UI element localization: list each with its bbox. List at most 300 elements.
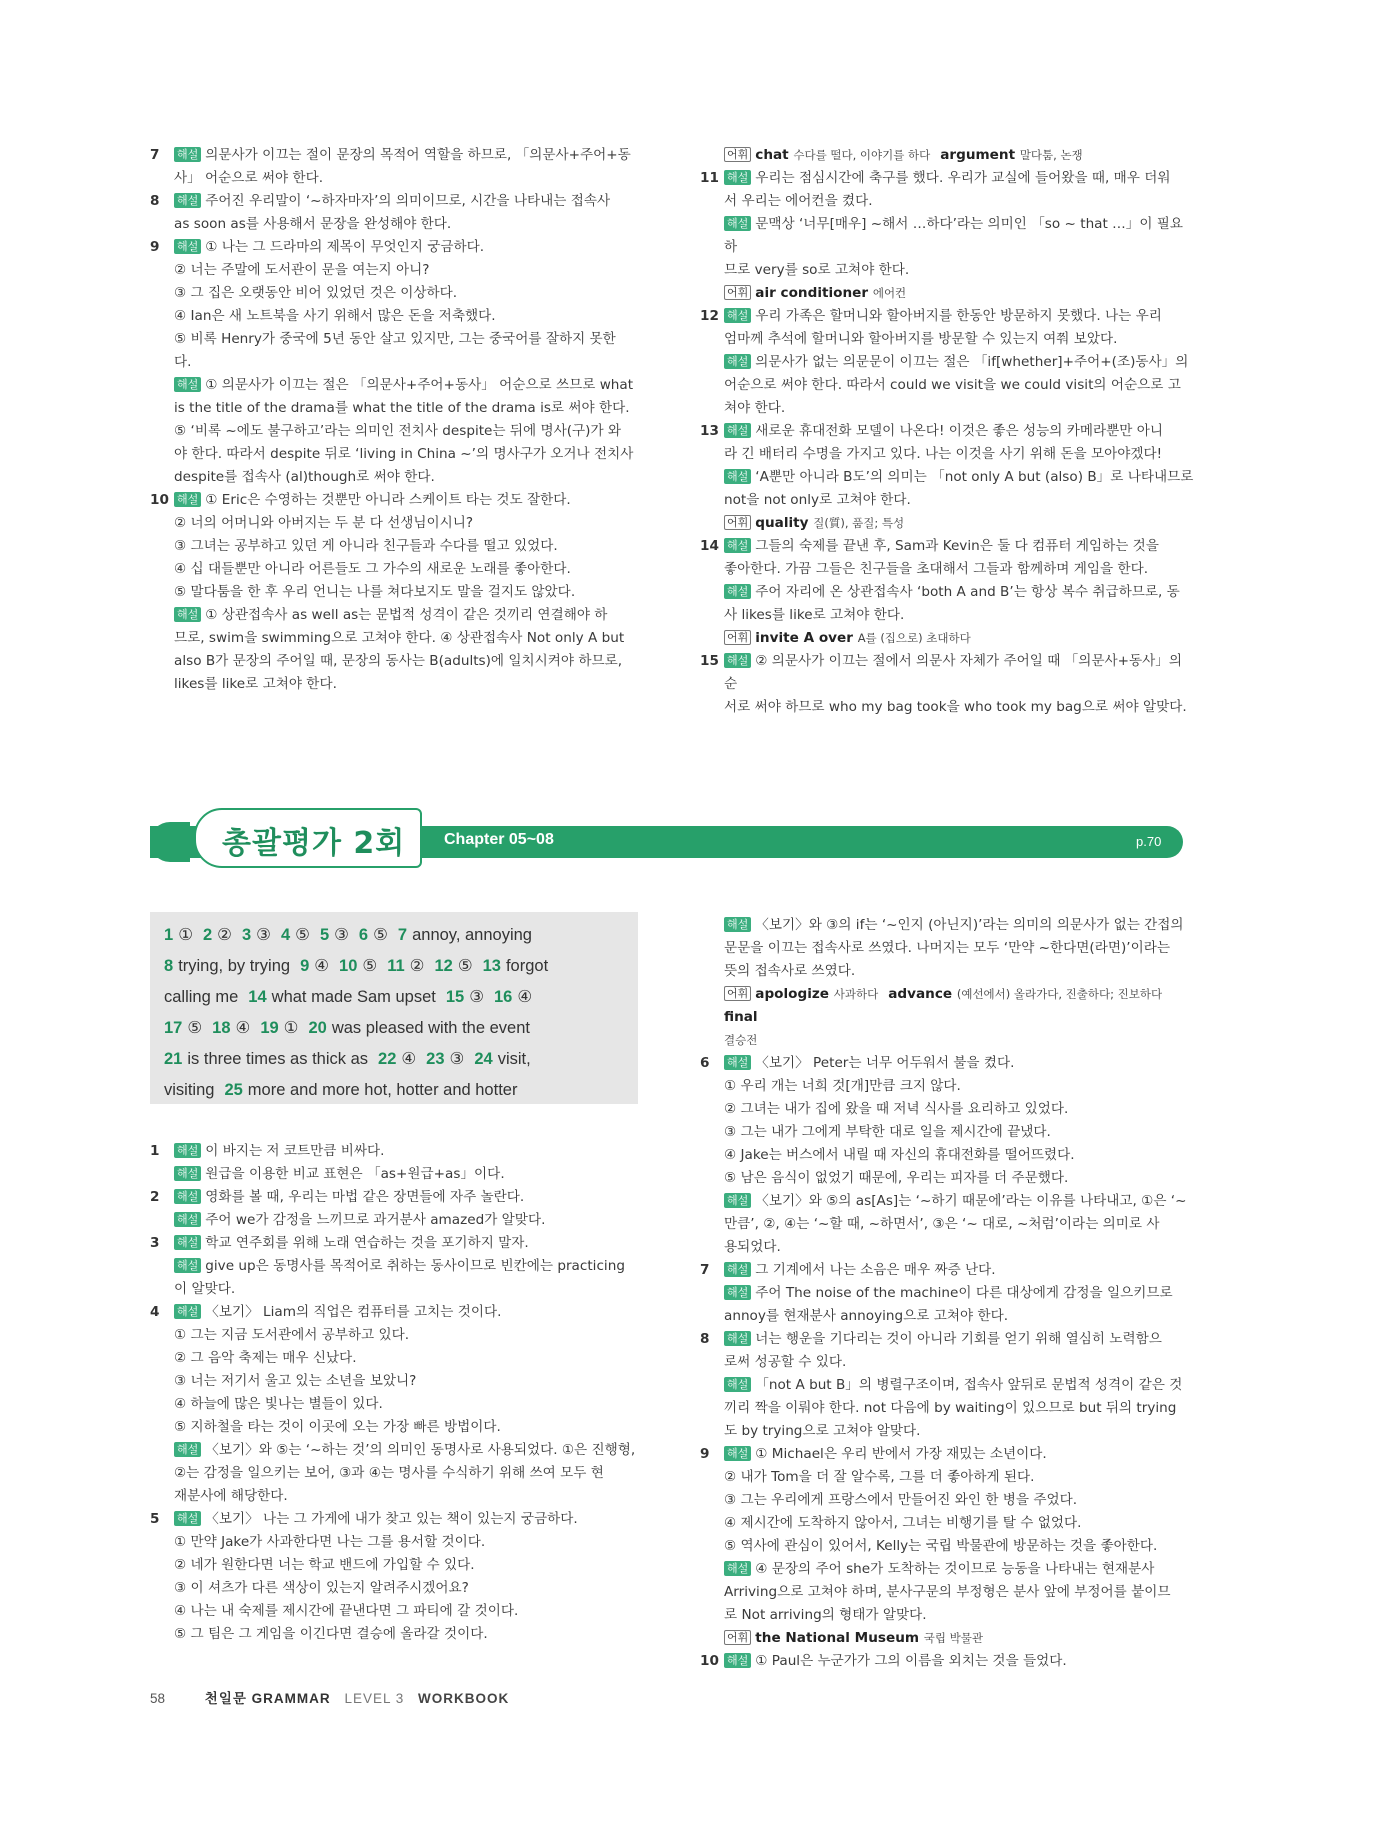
body-text: 만큼’, ②, ④는 ‘~할 때, ~하면서’, ③은 ‘~ 대로, ~처럼’이라는 의미로 사: [724, 1216, 1160, 1232]
explanation-item: [700, 1443, 1194, 1650]
text-line: [724, 374, 1194, 397]
text-line: [174, 1301, 644, 1324]
explain-label: 해설: [174, 239, 201, 254]
body-text: 「not A but B」의 병렬구조이며, 접속사 앞뒤로 문법적 성격이 같은 것: [755, 1377, 1183, 1393]
answer-number: 20: [308, 1019, 327, 1037]
text-line: [724, 1259, 1194, 1282]
answer-value: ③: [334, 926, 349, 944]
body-text: ④ Ian은 새 노트북을 사기 위해서 많은 돈을 저축했다.: [174, 308, 496, 324]
text-line: [724, 1328, 1194, 1351]
chapter-range: Chapter 05~08: [444, 831, 554, 848]
text-line: [724, 1236, 1194, 1259]
vocab-word: the National Museum: [755, 1630, 924, 1646]
body-text: 우리는 점심시간에 축구를 했다. 우리가 교실에 들어왔을 때, 매우 더워: [755, 170, 1171, 186]
body-text: 영화를 볼 때, 우리는 마법 같은 장면들에 자주 놀란다.: [205, 1189, 525, 1205]
text-line: [724, 443, 1194, 466]
text-line: [724, 1305, 1194, 1328]
explanation-item: [150, 190, 644, 236]
text-line: [174, 1623, 644, 1646]
explain-label: 해설: [174, 1442, 201, 1457]
vocab-word: apologize: [755, 986, 834, 1002]
answer-number: 8: [164, 957, 174, 975]
body-text: 문맥상 ‘너무[매우] ~해서 …하다’라는 의미인 「so ~ that …」이 필요하: [724, 216, 1184, 255]
text-line: [174, 1255, 644, 1278]
body-text: 쳐야 한다.: [724, 400, 786, 416]
body-text: 주어 The noise of the machine이 다른 대상에게 감정을 일으키므로: [755, 1285, 1173, 1301]
vocab-meaning: 말다툼, 논쟁: [1019, 148, 1083, 162]
body-text: 학교 연주회를 위해 노래 연습하는 것을 포기하지 말자.: [205, 1235, 529, 1251]
explain-label: 해설: [724, 1331, 751, 1346]
text-line: [174, 236, 644, 259]
body-text: 므로 very를 so로 고쳐야 한다.: [724, 262, 910, 278]
answer-number: 17: [164, 1019, 183, 1037]
text-line: [174, 1232, 644, 1255]
answer-number: 3: [241, 926, 252, 944]
explain-label: 해설: [174, 607, 201, 622]
item-number: 14: [700, 538, 719, 554]
body-text: 〈보기〉와 ⑤의 as[As]는 ‘~하기 때문에’라는 이유를 나타내고, ①은 ‘~: [755, 1193, 1187, 1209]
body-text: 〈보기〉 Peter는 너무 어두워서 불을 켰다.: [755, 1055, 1015, 1071]
explain-label: 해설: [724, 354, 751, 369]
text-line: [724, 1627, 1194, 1650]
text-line: [724, 1351, 1194, 1374]
text-line: [724, 627, 1194, 650]
text-line: [724, 696, 1194, 719]
explain-label: 해설: [174, 377, 201, 392]
text-line: [724, 190, 1194, 213]
text-line: [724, 1489, 1194, 1512]
body-text: 〈보기〉 Liam의 직업은 컴퓨터를 고치는 것이다.: [205, 1304, 502, 1320]
body-text: 그들의 숙제를 끝낸 후, Sam과 Kevin은 둘 다 컴퓨터 게임하는 것을: [755, 538, 1159, 554]
body-text: 야 한다. 따라서 despite 뒤로 ‘living in China ~’의 명사구가 오거나 전치사: [174, 446, 634, 462]
answer-number: 18: [212, 1019, 231, 1037]
body-text: not을 not only로 고쳐야 한다.: [724, 492, 911, 508]
text-line: [174, 1370, 644, 1393]
explain-label: 해설: [724, 1193, 751, 1208]
text-line: [724, 1650, 1194, 1673]
text-line: [174, 1531, 644, 1554]
body-text: ⑤ ‘비록 ~에도 불구하고’라는 의미인 전치사 despite는 뒤에 명사(구)가 와: [174, 423, 622, 439]
body-text: 재분사에 해당한다.: [174, 1488, 288, 1504]
page-footer: [150, 1687, 509, 1707]
answer-value: ①: [178, 926, 193, 944]
body-text: ③ 이 셔츠가 다른 색상이 있는지 알려주시겠어요?: [174, 1580, 469, 1596]
vocab-label: 어휘: [724, 1630, 751, 1645]
text-line: [724, 581, 1194, 604]
text-line: [724, 1213, 1194, 1236]
text-line: [174, 1186, 644, 1209]
explanation-item: [150, 1232, 644, 1301]
item-number: 4: [150, 1304, 160, 1320]
explanation-item: [150, 1186, 644, 1232]
answer-number: 16: [493, 988, 513, 1006]
text-line: [174, 167, 644, 190]
vocab-meaning: 수다를 떨다, 이야기를 하다: [793, 148, 931, 162]
body-text: despite를 접속사 (al)though로 써야 한다.: [174, 469, 435, 485]
answer-value: ②: [409, 957, 425, 975]
explain-label: 해설: [174, 1511, 201, 1526]
answer-number: 5: [319, 926, 330, 944]
text-line: [174, 374, 644, 397]
body-text: ① 나는 그 드라마의 제목이 무엇인지 궁금하다.: [205, 239, 485, 255]
body-text: 주어 자리에 온 상관접속사 ‘both A and B’는 항상 복수 취급하므로, 동: [755, 584, 1180, 600]
text-line: [724, 489, 1194, 512]
explain-label: 해설: [174, 492, 201, 507]
text-line: [174, 1209, 644, 1232]
text-line: [724, 983, 1194, 1029]
item-number: 15: [700, 653, 719, 669]
text-line: [724, 1443, 1194, 1466]
explain-label: 해설: [724, 653, 751, 668]
text-line: [724, 1029, 1194, 1052]
body-text: 로 Not arriving의 형태가 알맞다.: [724, 1607, 927, 1623]
text-line: [174, 1600, 644, 1623]
body-text: ① 그는 지금 도서관에서 공부하고 있다.: [174, 1327, 410, 1343]
text-line: [724, 604, 1194, 627]
body-text: ① Eric은 수영하는 것뿐만 아니라 스케이트 타는 것도 잘한다.: [205, 492, 571, 508]
vocab-word: air conditioner: [755, 285, 873, 301]
answer-value: ③: [469, 988, 484, 1006]
explain-label: 해설: [174, 1166, 201, 1181]
answer-value: ③: [449, 1050, 465, 1068]
answer-value: ②: [217, 926, 232, 944]
explanation-item: [700, 1259, 1194, 1328]
body-text: ④ Jake는 버스에서 내릴 때 자신의 휴대전화를 떨어뜨렸다.: [724, 1147, 1075, 1163]
answer-value: ④: [235, 1019, 251, 1037]
answer-value: ⑤: [362, 957, 378, 975]
explanation-item: [150, 489, 644, 696]
text-line: [724, 144, 1194, 167]
body-text: ③ 그는 내가 그에게 부탁한 대로 일을 제시간에 끝냈다.: [724, 1124, 1051, 1140]
explain-label: 해설: [174, 1304, 201, 1319]
text-line: [724, 914, 1194, 937]
explanation-item: [700, 535, 1194, 650]
body-text: 〈보기〉 나는 그 가게에 내가 찾고 있는 책이 있는지 궁금하다.: [205, 1511, 578, 1527]
text-line: [724, 1535, 1194, 1558]
text-line: [724, 328, 1194, 351]
text-line: [174, 1347, 644, 1370]
bottom-left-explanations: [150, 1140, 644, 1646]
answer-line: [164, 982, 626, 1013]
explain-label: 해설: [724, 917, 751, 932]
answer-value: annoy, annoying: [412, 926, 532, 944]
item-number: 5: [150, 1511, 160, 1527]
answer-value: ④: [517, 988, 533, 1006]
answer-value: more and more hot, hotter and hotter: [247, 1081, 518, 1099]
text-line: [724, 937, 1194, 960]
answer-number: 12: [434, 957, 453, 975]
answer-value: what made Sam upset: [271, 988, 436, 1006]
body-text: ② 너는 주말에 도서관이 문을 여는지 아니?: [174, 262, 430, 278]
section-title: 총괄평가 2회: [222, 826, 406, 861]
explain-label: 해설: [174, 1143, 201, 1158]
text-line: [724, 466, 1194, 489]
explain-label: 해설: [724, 1285, 751, 1300]
vocab-meaning: 결승전: [724, 1033, 758, 1047]
body-text: 주어 we가 감정을 느끼므로 과거분사 amazed가 알맞다.: [205, 1212, 546, 1228]
answer-number: 13: [482, 957, 501, 975]
vocab-meaning: A를 (집으로) 초대하다: [857, 631, 971, 645]
explain-label: 해설: [724, 170, 751, 185]
body-text: 서로 써야 하므로 who my bag took을 who took my bag으로 써야 알맞다.: [724, 699, 1187, 715]
answer-value: calling me: [164, 988, 239, 1006]
text-line: [174, 1508, 644, 1531]
text-line: [174, 1554, 644, 1577]
answer-value: ⑤: [457, 957, 473, 975]
body-text: ① Michael은 우리 반에서 가장 재밌는 소년이다.: [755, 1446, 1047, 1462]
text-line: [724, 282, 1194, 305]
explanation-item: [150, 1301, 644, 1508]
text-line: [724, 1581, 1194, 1604]
text-line: [174, 512, 644, 535]
text-line: [174, 466, 644, 489]
body-text: 우리 가족은 할머니와 할아버지를 한동안 방문하지 못했다. 나는 우리: [755, 308, 1162, 324]
explain-label: 해설: [724, 1055, 751, 1070]
body-text: 문문을 이끄는 접속사로 쓰였다. 나머지는 모두 ‘만약 ~한다면(라면)’이라는: [724, 940, 1171, 956]
vocab-word: final: [724, 1009, 758, 1025]
body-text: ② 그녀는 내가 집에 왔을 때 저녁 식사를 요리하고 있었다.: [724, 1101, 1069, 1117]
body-text: 도 by trying으로 고쳐야 알맞다.: [724, 1423, 921, 1439]
text-line: [724, 1466, 1194, 1489]
text-line: [174, 1393, 644, 1416]
answer-value: trying, by trying: [178, 957, 291, 975]
text-line: [174, 213, 644, 236]
explanation-item: [700, 144, 1194, 167]
body-text: ⑤ 역사에 관심이 있어서, Kelly는 국립 박물관에 방문하는 것을 좋아한다.: [724, 1538, 1158, 1554]
body-text: 의문사가 이끄는 절이 문장의 목적어 역할을 하므로, 「의문사+주어+동: [205, 147, 631, 163]
answer-value: ⑤: [295, 926, 310, 944]
answer-number: 4: [280, 926, 291, 944]
vocab-label: 어휘: [724, 147, 751, 162]
answer-value: forgot: [505, 957, 549, 975]
body-text: as soon as를 사용해서 문장을 완성해야 한다.: [174, 216, 452, 232]
answer-value: was pleased with the event: [331, 1019, 530, 1037]
body-text: give up은 동명사를 목적어로 취하는 동사이므로 빈칸에는 practicing: [205, 1258, 625, 1274]
body-text: ④ 나는 내 숙제를 제시간에 끝낸다면 그 파티에 갈 것이다.: [174, 1603, 519, 1619]
body-text: is the title of the drama를 what the title of the drama is로 써야 한다.: [174, 400, 630, 416]
item-number: 11: [700, 170, 719, 186]
answer-number: 22: [378, 1050, 397, 1068]
text-line: [724, 1075, 1194, 1098]
explain-label: 해설: [174, 147, 201, 162]
body-text: 용되었다.: [724, 1239, 781, 1255]
body-text: 이 바지는 저 코트만큼 비싸다.: [205, 1143, 385, 1159]
text-line: [174, 1416, 644, 1439]
answer-line: [164, 1044, 626, 1075]
text-line: [724, 1098, 1194, 1121]
answer-line: [164, 951, 626, 982]
vocab-label: 어휘: [724, 630, 751, 645]
answer-key-box: [150, 912, 638, 1104]
body-text: ⑤ 말다툼을 한 후 우리 언니는 나를 쳐다보지도 말을 걸지도 않았다.: [174, 584, 576, 600]
answer-number: 6: [358, 926, 369, 944]
text-line: [174, 351, 644, 374]
body-text: ③ 너는 저기서 울고 있는 소년을 보았니?: [174, 1373, 417, 1389]
item-number: 2: [150, 1189, 160, 1205]
answer-number: 9: [300, 957, 310, 975]
vocab-label: 어휘: [724, 515, 751, 530]
body-text: 〈보기〉와 ③의 if는 ‘~인지 (아닌지)’라는 의미의 의문사가 없는 간접의: [755, 917, 1184, 933]
text-line: [724, 512, 1194, 535]
body-text: ④ 하늘에 많은 빛나는 별들이 있다.: [174, 1396, 383, 1412]
item-number: 7: [150, 147, 160, 163]
text-line: [174, 144, 644, 167]
body-text: ⑤ 비록 Henry가 중국에 5년 동안 살고 있지만, 그는 중국어를 잘하지 못한: [174, 331, 616, 347]
item-number: 9: [150, 239, 160, 255]
explain-label: 해설: [724, 1561, 751, 1576]
body-text: ② 내가 Tom을 더 잘 알수록, 그를 더 좋아하게 된다.: [724, 1469, 1035, 1485]
text-line: [724, 397, 1194, 420]
body-text: ② 그 음악 축제는 매우 신났다.: [174, 1350, 357, 1366]
body-text: 어순으로 써야 한다. 따라서 could we visit을 we could visit의 어순으로 고: [724, 377, 1181, 393]
book-brand: 천일문 GRAMMAR: [204, 1691, 331, 1706]
body-text: ② 의문사가 이끄는 절에서 의문사 자체가 주어일 때 「의문사+동사」의 순: [724, 653, 1183, 692]
body-text: ② 너의 어머니와 아버지는 두 분 다 선생님이시니?: [174, 515, 474, 531]
body-text: ⑤ 남은 음식이 없었기 때문에, 우리는 피자를 더 주문했다.: [724, 1170, 1069, 1186]
vocab-word: quality: [755, 515, 814, 531]
body-text: ③ 그녀는 공부하고 있던 게 아니라 친구들과 수다를 떨고 있었다.: [174, 538, 558, 554]
body-text: 좋아한다. 가끔 그들은 친구들을 초대해서 그들과 함께하며 게임을 한다.: [724, 561, 1149, 577]
text-line: [724, 1420, 1194, 1443]
answer-number: 11: [387, 957, 405, 975]
explanation-item: [700, 305, 1194, 420]
item-number: 7: [700, 1262, 710, 1278]
body-text: ⑤ 지하철을 타는 것이 이곳에 오는 가장 빠른 방법이다.: [174, 1419, 501, 1435]
answer-value: ⑤: [187, 1019, 203, 1037]
answer-value: visit,: [497, 1050, 531, 1068]
top-left-explanations: [150, 144, 644, 696]
explain-label: 해설: [724, 216, 751, 231]
explain-label: 해설: [724, 469, 751, 484]
text-line: [724, 1190, 1194, 1213]
text-line: [174, 489, 644, 512]
item-number: 12: [700, 308, 719, 324]
explain-label: 해설: [174, 1258, 201, 1273]
text-line: [174, 1140, 644, 1163]
text-line: [174, 1163, 644, 1186]
text-line: [724, 558, 1194, 581]
item-number: 10: [150, 492, 169, 508]
section-header-cap: [150, 822, 190, 862]
explanation-item: [700, 1650, 1194, 1673]
body-text: ④ 제시간에 도착하지 않아서, 그녀는 비행기를 탈 수 없었다.: [724, 1515, 1082, 1531]
text-line: [174, 328, 644, 351]
text-line: [724, 535, 1194, 558]
text-line: [174, 1462, 644, 1485]
text-line: [724, 259, 1194, 282]
body-text: annoy를 현재분사 annoying으로 고쳐야 한다.: [724, 1308, 1009, 1324]
answer-line: [164, 1013, 626, 1044]
text-line: [174, 650, 644, 673]
vocab-meaning: 국립 박물관: [923, 1631, 983, 1645]
text-line: [724, 1512, 1194, 1535]
explain-label: 해설: [724, 1446, 751, 1461]
explanation-item: [700, 1328, 1194, 1443]
text-line: [174, 1439, 644, 1462]
explain-label: 해설: [174, 1235, 201, 1250]
answer-number: 25: [224, 1081, 243, 1099]
answer-value: ⑤: [373, 926, 388, 944]
text-line: [724, 1604, 1194, 1627]
answer-value: visiting: [164, 1081, 215, 1099]
vocab-meaning: 질(質), 품질; 특성: [813, 516, 905, 530]
answer-number: 1: [164, 926, 174, 944]
top-right-explanations: [700, 144, 1194, 719]
text-line: [174, 1485, 644, 1508]
explanation-item: [700, 914, 1194, 1052]
body-text: 끼리 짝을 이뤄야 한다. not 다음에 by waiting이 있으므로 but 뒤의 trying: [724, 1400, 1177, 1416]
book-type: WORKBOOK: [418, 1691, 510, 1706]
body-text: ① 의문사가 이끄는 절은 「의문사+주어+동사」 어순으로 쓰므로 what: [205, 377, 634, 393]
explain-label: 해설: [724, 308, 751, 323]
body-text: 라 긴 배터리 수명을 가지고 있다. 나는 이것을 사기 위해 돈을 모아야겠다!: [724, 446, 1163, 462]
answer-line: [164, 1075, 626, 1106]
vocab-meaning: (예선에서) 올라가다, 진출하다; 진보하다: [956, 987, 1163, 1001]
text-line: [724, 167, 1194, 190]
body-text: 주어진 우리말이 ‘~하자마자’의 의미이므로, 시간을 나타내는 접속사: [205, 193, 611, 209]
text-line: [724, 1282, 1194, 1305]
vocab-word: advance: [888, 986, 957, 1002]
explain-label: 해설: [724, 584, 751, 599]
answer-value: ④: [314, 957, 330, 975]
answer-number: 24: [474, 1050, 493, 1068]
answer-number: 2: [202, 926, 213, 944]
body-text: 다.: [174, 354, 192, 370]
explain-label: 해설: [174, 193, 201, 208]
explain-label: 해설: [174, 1212, 201, 1227]
answer-number: 15: [445, 988, 465, 1006]
answer-value: ④: [401, 1050, 417, 1068]
explain-label: 해설: [724, 1377, 751, 1392]
explain-label: 해설: [724, 1262, 751, 1277]
page-number: 58: [150, 1691, 166, 1706]
text-line: [174, 259, 644, 282]
body-text: 이 알맞다.: [174, 1281, 236, 1297]
body-text: 서 우리는 에어컨을 켰다.: [724, 193, 873, 209]
body-text: ① Paul은 누군가가 그의 이름을 외치는 것을 들었다.: [755, 1653, 1067, 1669]
text-line: [724, 305, 1194, 328]
item-number: 8: [700, 1331, 710, 1347]
body-text: 〈보기〉와 ⑤는 ‘~하는 것’의 의미인 동명사로 사용되었다. ①은 진행형,: [205, 1442, 636, 1458]
explanation-item: [700, 1052, 1194, 1259]
item-number: 1: [150, 1143, 160, 1159]
body-text: ③ 그는 우리에게 프랑스에서 만들어진 와인 한 병을 주었다.: [724, 1492, 1078, 1508]
explanation-item: [150, 144, 644, 190]
text-line: [174, 282, 644, 305]
item-number: 8: [150, 193, 160, 209]
explanation-item: [150, 1140, 644, 1186]
body-text: Arriving으로 고쳐야 하며, 분사구문의 부정형은 분사 앞에 부정어를 붙이므: [724, 1584, 1171, 1600]
text-line: [174, 1278, 644, 1301]
page-reference: p.70: [1136, 834, 1162, 849]
text-line: [174, 190, 644, 213]
text-line: [724, 1052, 1194, 1075]
body-text: ⑤ 그 팀은 그 게임을 이긴다면 결승에 올라갈 것이다.: [174, 1626, 488, 1642]
text-line: [174, 673, 644, 696]
explanation-item: [150, 236, 644, 489]
explanation-item: [150, 1508, 644, 1646]
answer-value: is three times as thick as: [187, 1050, 369, 1068]
text-line: [724, 960, 1194, 983]
body-text: 의문사가 없는 의문문이 이끄는 절은 「if[whether]+주어+(조)동사」의: [755, 354, 1189, 370]
explain-label: 해설: [724, 538, 751, 553]
body-text: ① 만약 Jake가 사과한다면 나는 그를 용서할 것이다.: [174, 1534, 486, 1550]
body-text: 그 기계에서 나는 소음은 매우 짜증 난다.: [755, 1262, 996, 1278]
body-text: 사 likes를 like로 고쳐야 한다.: [724, 607, 905, 623]
body-text: ②는 감정을 일으키는 보어, ③과 ④는 명사를 수식하기 위해 쓰여 모두 현: [174, 1465, 604, 1481]
explanation-item: [700, 167, 1194, 305]
vocab-label: 어휘: [724, 285, 751, 300]
